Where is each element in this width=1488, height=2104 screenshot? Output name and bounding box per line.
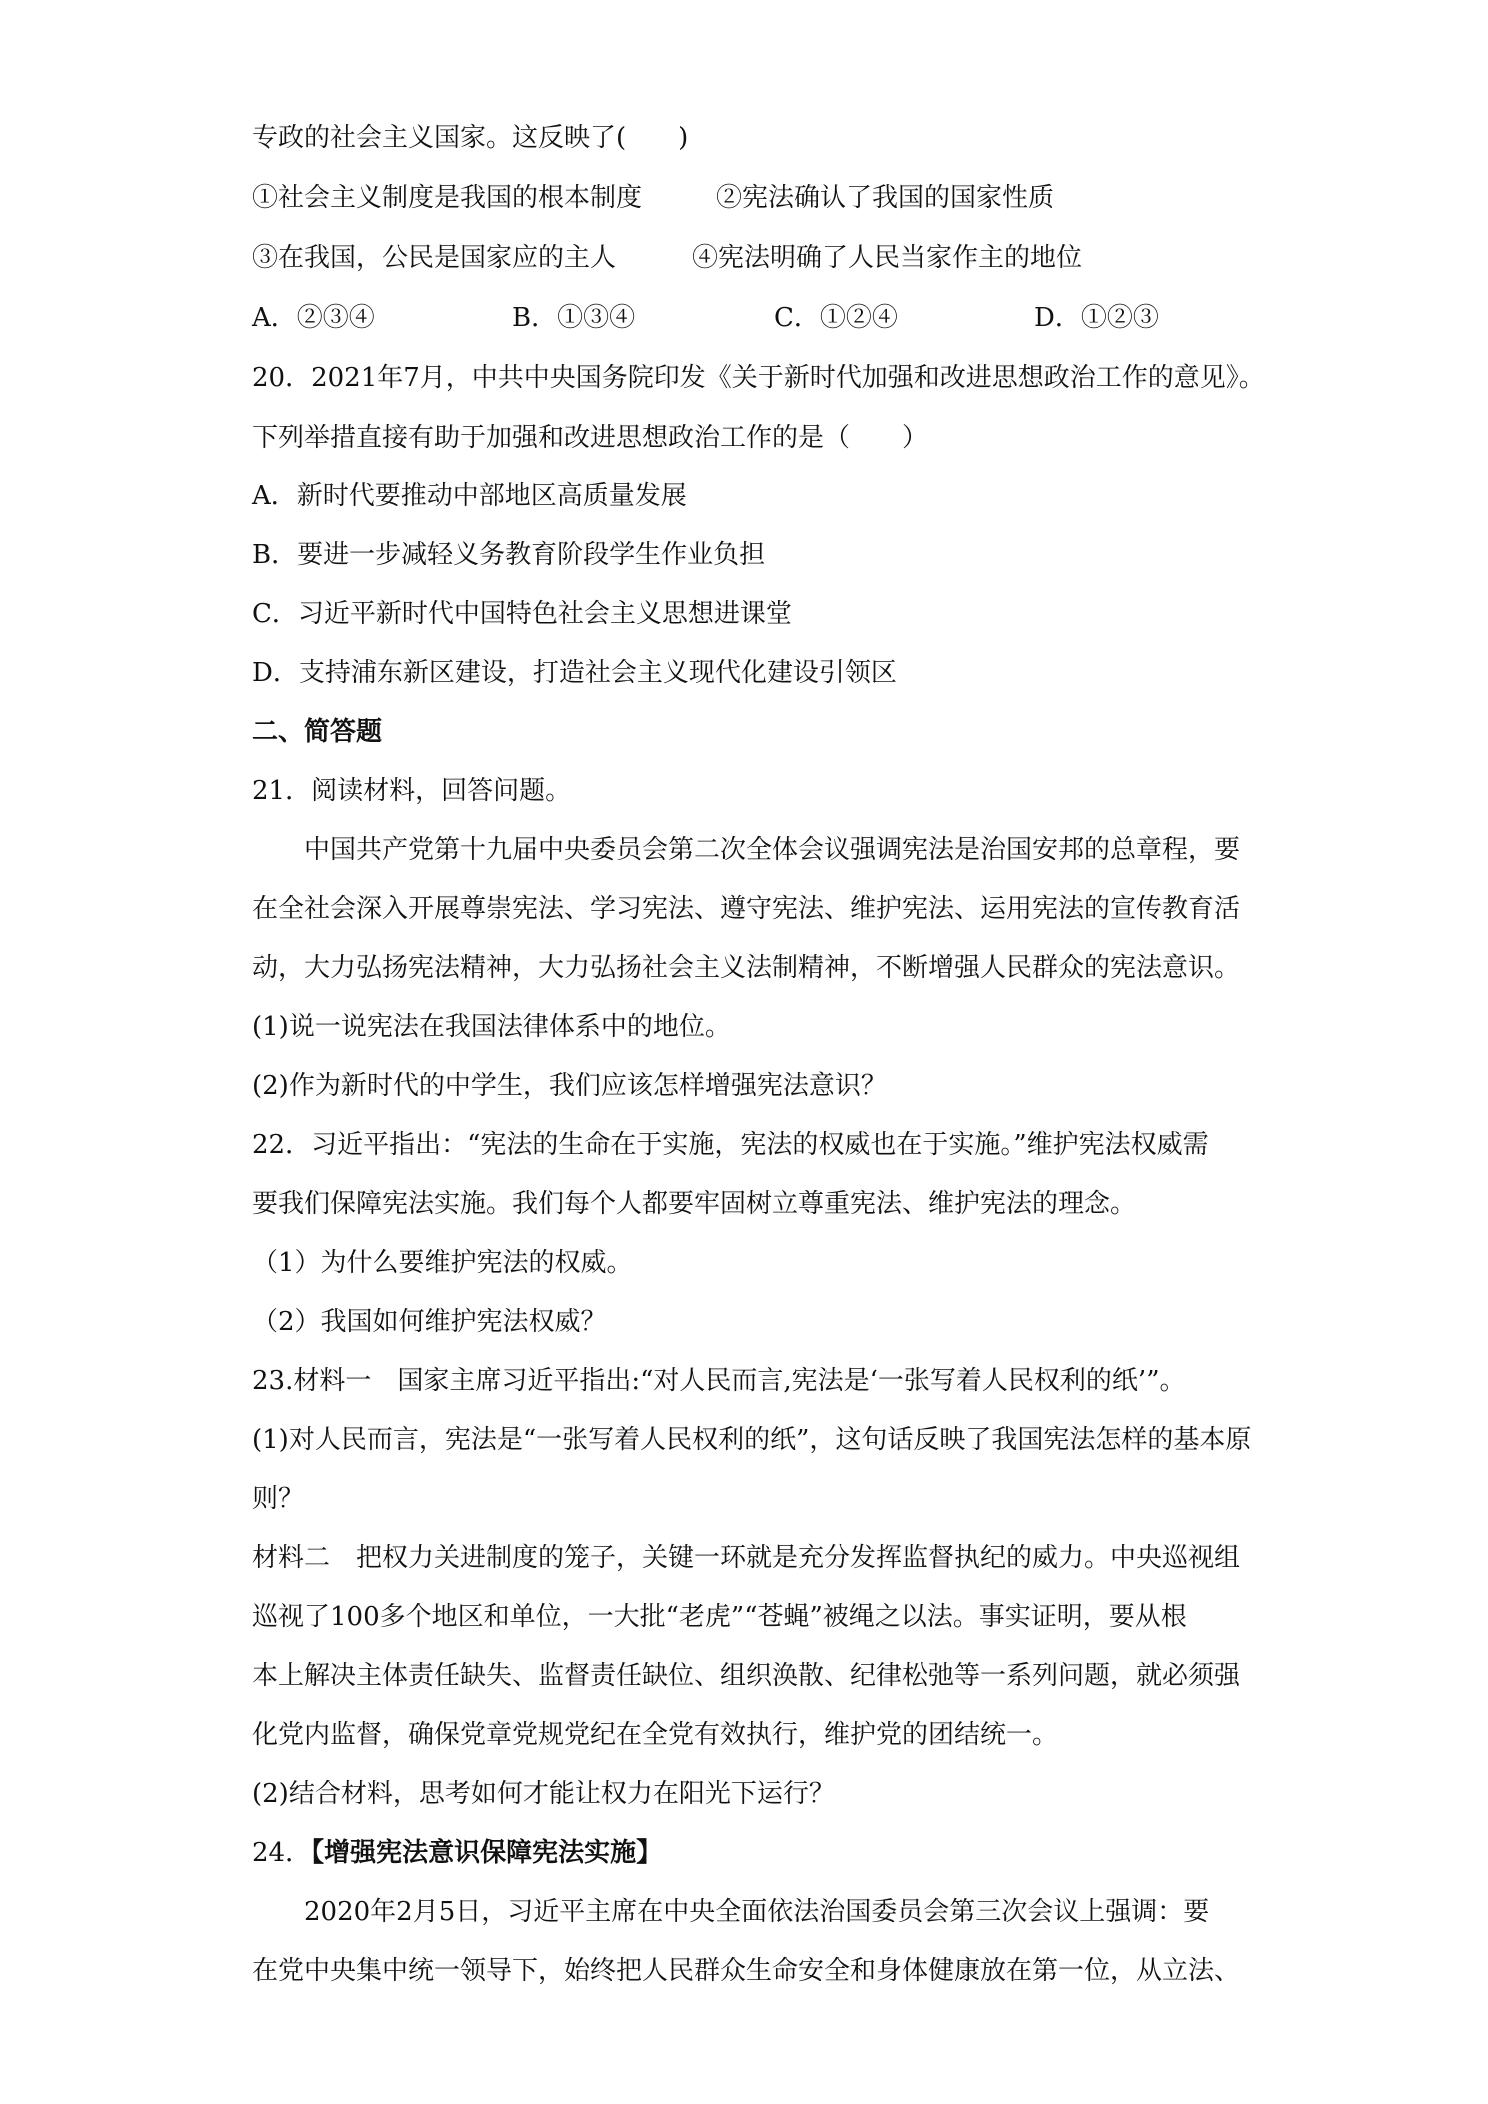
q24-material-line-2: 在党中央集中统一领导下，始终把人民群众生命安全和身体健康放在第一位，从立法、 (252, 1956, 1241, 1986)
q23-material-2-line-4: 化党内监督，确保党章党规党纪在全党有效执行，维护党的团结统一。 (252, 1720, 1059, 1750)
q21-material-line-1: 中国共产党第十九届中央委员会第二次全体会议强调宪法是治国安邦的总章程，要 (304, 835, 1241, 865)
q20-option-d: D．支持浦东新区建设，打造社会主义现代化建设引领区 (252, 658, 897, 688)
q19-option-d: D．①②③ (1034, 303, 1159, 333)
q19-item-3: ③在我国，公民是国家应的主人 (252, 243, 617, 273)
q19-stem-tail: 专政的社会主义国家。这反映了( ) (252, 123, 689, 153)
q22-stem-line-2: 要我们保障宪法实施。我们每个人都要牢固树立尊重宪法、维护宪法的理念。 (252, 1189, 1137, 1219)
q19-option-a: A．②③④ (252, 303, 375, 333)
q23-sub-1-line-1: (1)对人民而言，宪法是“一张写着人民权利的纸”，这句话反映了我国宪法怎样的基本原 (252, 1425, 1252, 1455)
q19-option-c: C．①②④ (774, 303, 898, 333)
q24-title: 【增强宪法意识保障宪法实施】 (311, 1838, 663, 1868)
q19-options (252, 298, 1159, 338)
q24-material-line-1: 2020年2月5日，习近平主席在中央全面依法治国委员会第三次会议上强调：要 (304, 1897, 1210, 1927)
q22-stem-line-1: 22．习近平指出：“宪法的生命在于实施，宪法的权威也在于实施。”维护宪法权威需 (252, 1130, 1209, 1160)
q20-option-a: A．新时代要推动中部地区高质量发展 (252, 481, 687, 511)
q22-sub-2: （2）我国如何维护宪法权威？ (252, 1307, 607, 1337)
q19-option-b: B．①③④ (512, 303, 636, 333)
q24-number: 24． (252, 1838, 312, 1868)
section-title: 二、简答题 (252, 717, 383, 747)
q21-sub-2: (2)作为新时代的中学生，我们应该怎样增强宪法意识？ (252, 1071, 887, 1101)
q21-sub-1: (1)说一说宪法在我国法律体系中的地位。 (252, 1012, 731, 1042)
q19-items-row-2 (252, 238, 1152, 278)
q23-material-2-line-3: 本上解决主体责任缺失、监督责任缺位、组织涣散、纪律松弛等一系列问题，就必须强 (252, 1661, 1241, 1691)
q22-sub-1: （1）为什么要维护宪法的权威。 (252, 1248, 633, 1278)
q23-material-1: 23.材料一 国家主席习近平指出:“对人民而言,宪法是‘一张写着人民权利的纸’”。 (252, 1366, 1186, 1396)
q20-stem-line-1: 20．2021年7月，中共中央国务院印发《关于新时代加强和改进思想政治工作的意见》。 (252, 363, 1265, 393)
q21-head: 21．阅读材料，回答问题。 (252, 776, 572, 806)
q20-option-b: B．要进一步减轻义务教育阶段学生作业负担 (252, 540, 766, 570)
q20-stem-line-2: 下列举措直接有助于加强和改进思想政治工作的是（ ） (252, 423, 929, 453)
q23-sub-2: (2)结合材料，思考如何才能让权力在阳光下运行？ (252, 1779, 835, 1809)
q19-item-4: ④宪法明确了人民当家作主的地位 (692, 243, 1083, 273)
q20-option-c: C．习近平新时代中国特色社会主义思想进课堂 (252, 599, 792, 629)
q24-heading (252, 1833, 1152, 1873)
q23-material-2-line-2: 巡视了100多个地区和单位，一大批“老虎”“苍蝇”被绳之以法。事实证明，要从根 (252, 1602, 1187, 1632)
q19-item-2: ②宪法确认了我国的国家性质 (716, 183, 1055, 213)
q19-items-row-1 (252, 178, 1152, 218)
q19-item-1: ①社会主义制度是我国的根本制度 (252, 183, 643, 213)
q21-material-line-3: 动，大力弘扬宪法精神，大力弘扬社会主义法制精神，不断增强人民群众的宪法意识。 (252, 953, 1241, 983)
q23-sub-1-line-2: 则？ (252, 1484, 305, 1514)
q23-material-2-line-1: 材料二 把权力关进制度的笼子，关键一环就是充分发挥监督执纪的威力。中央巡视组 (252, 1543, 1241, 1573)
q21-material-line-2: 在全社会深入开展尊崇宪法、学习宪法、遵守宪法、维护宪法、运用宪法的宣传教育活 (252, 894, 1241, 924)
